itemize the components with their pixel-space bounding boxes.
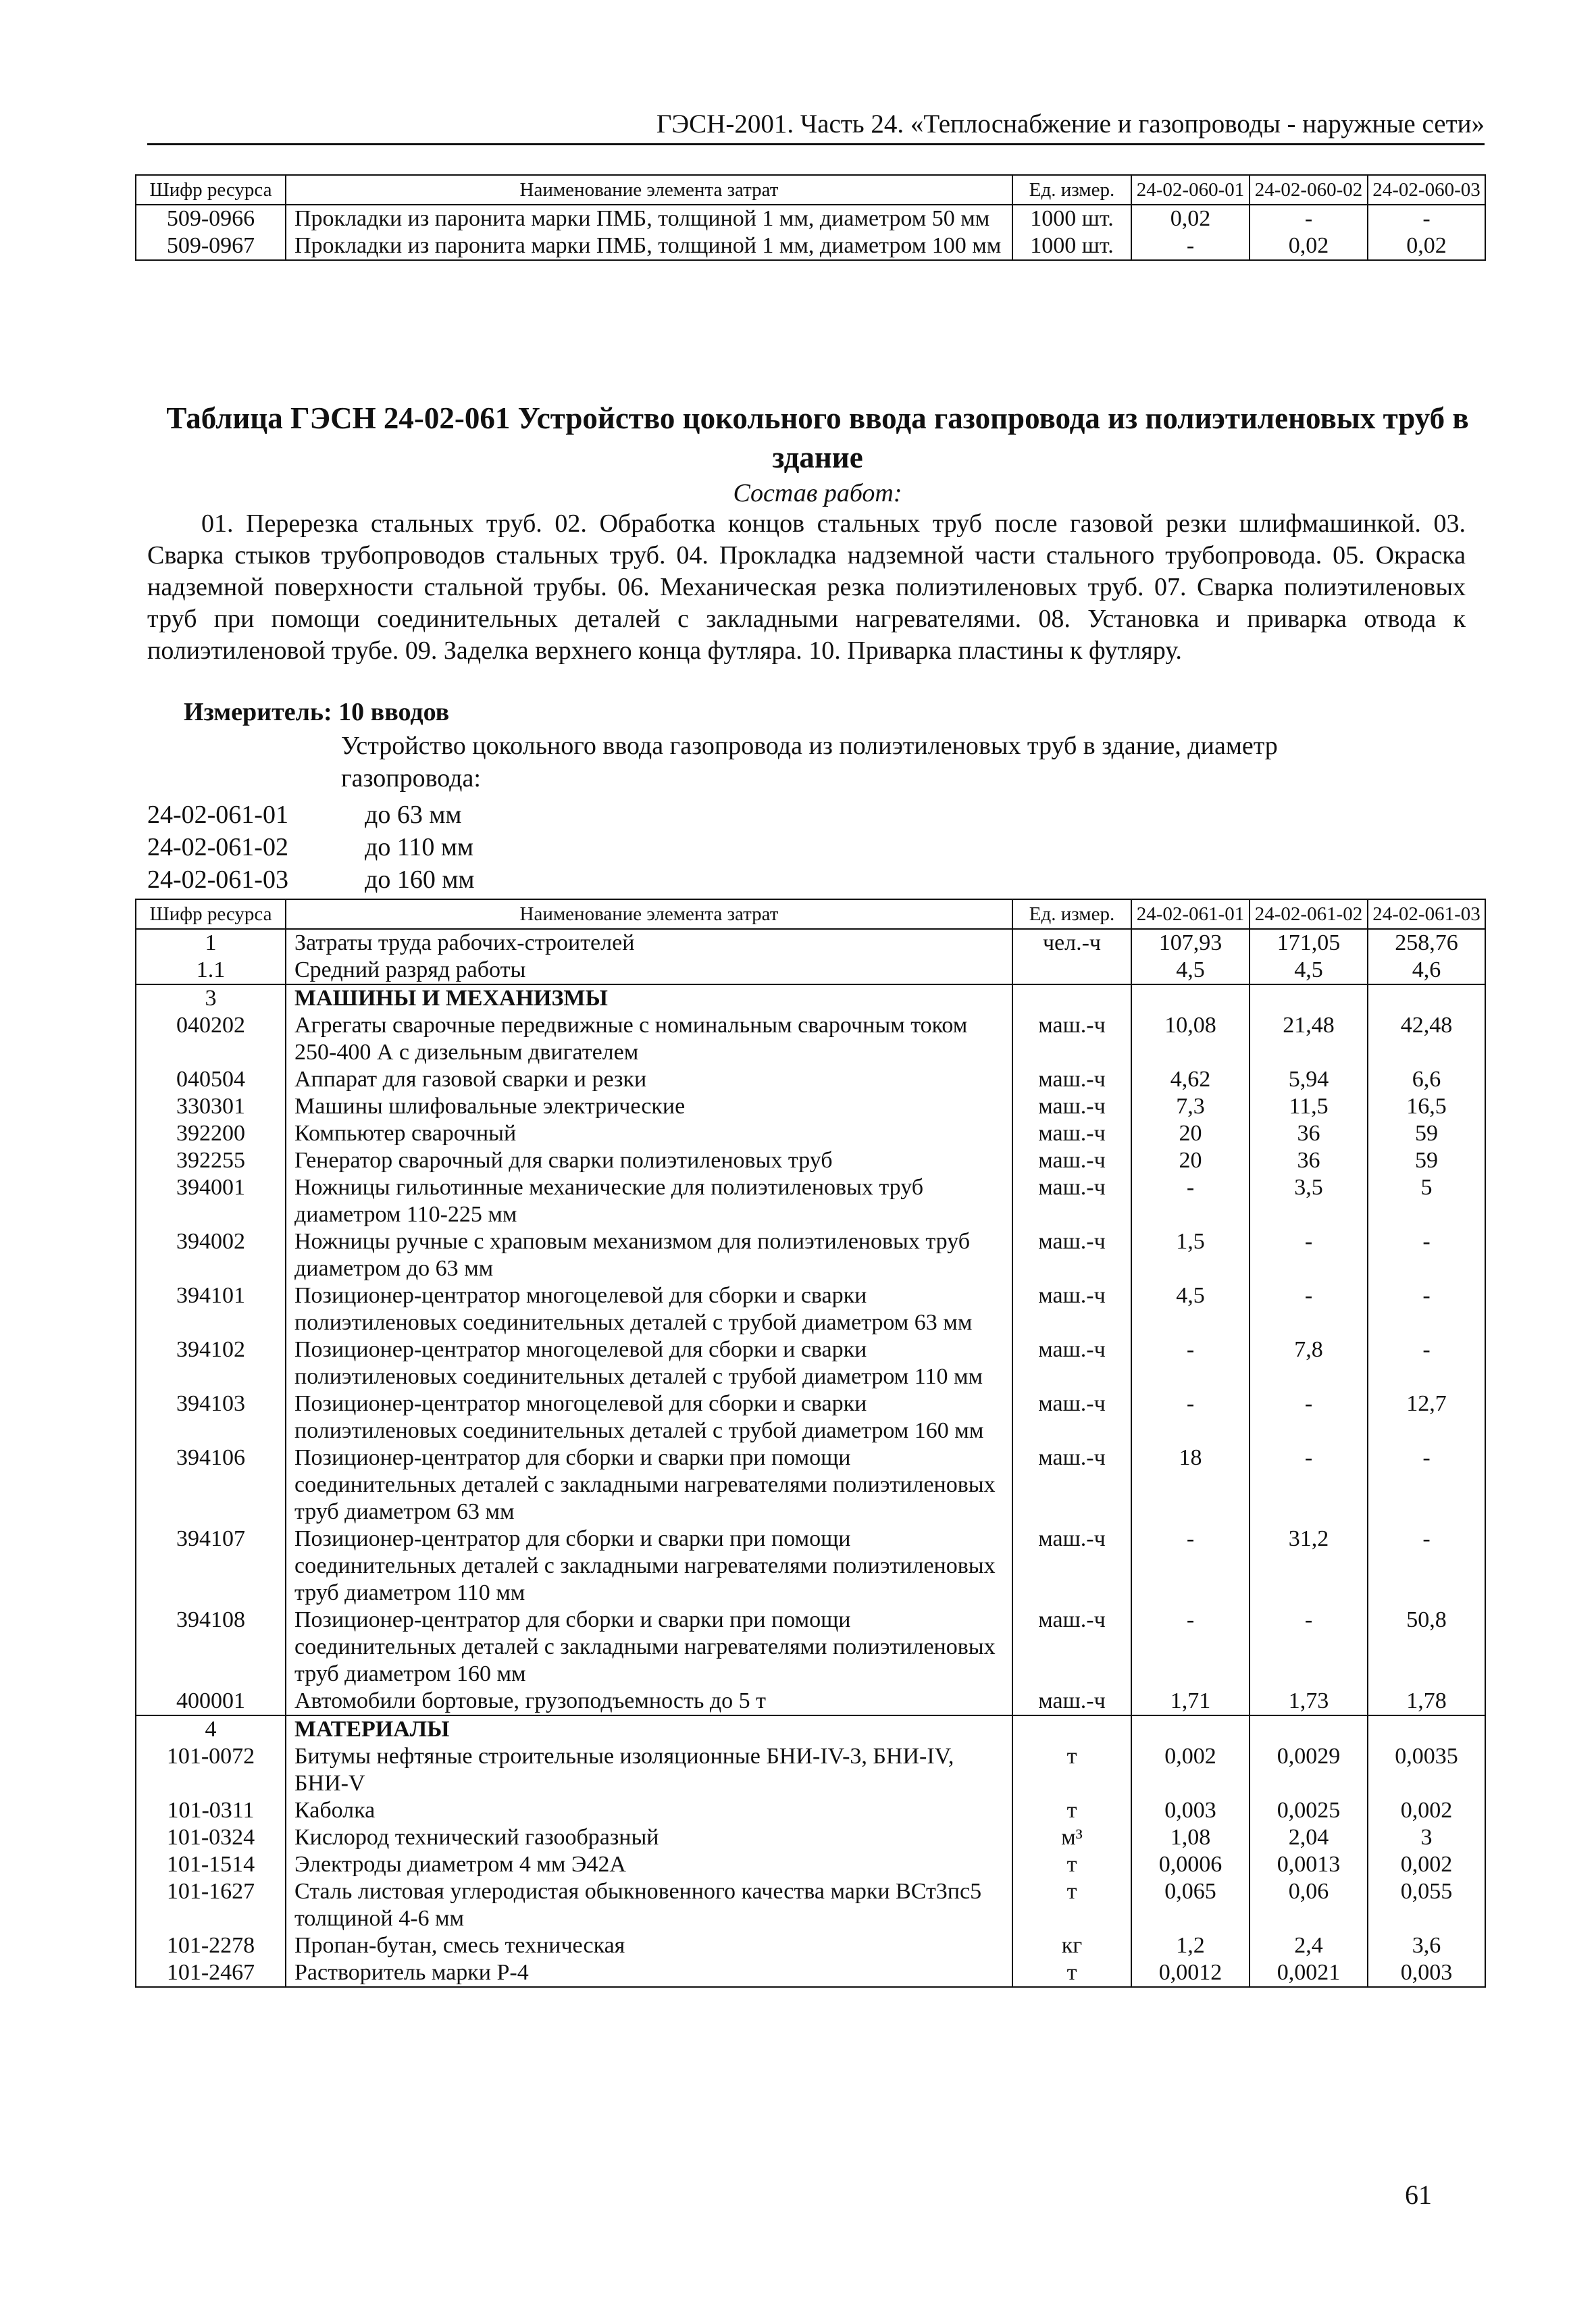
cell-value: 10,08 — [1131, 1012, 1250, 1066]
table-row — [136, 1824, 1485, 1851]
cell-unit: т — [1012, 1878, 1131, 1932]
cell-code: 101-2467 — [136, 1959, 286, 1987]
cell-value: 1,71 — [1131, 1688, 1250, 1715]
table-row — [136, 1688, 1485, 1715]
cell-value: 0,02 — [1250, 232, 1368, 260]
cell-value: - — [1368, 1282, 1485, 1336]
cell-code: 394102 — [136, 1336, 286, 1390]
cell-value: - — [1131, 1526, 1250, 1607]
header-name: Наименование элемента затрат — [286, 175, 1012, 205]
cell-unit: маш.-ч — [1012, 1526, 1131, 1607]
table-row — [136, 1743, 1485, 1797]
cell-value: 0,002 — [1368, 1851, 1485, 1878]
header-variant-2: 24-02-060-02 — [1250, 175, 1368, 205]
page-number: 61 — [1405, 2180, 1432, 2210]
cell-value: 31,2 — [1250, 1526, 1368, 1607]
header-variant-1: 24-02-060-01 — [1131, 175, 1250, 205]
cell-value: - — [1250, 1607, 1368, 1688]
cell-value: 4,5 — [1131, 957, 1250, 984]
table-row — [136, 1282, 1485, 1336]
variant-label: до 160 мм — [365, 865, 475, 894]
work-composition-text: 01. Перерезка стальных труб. 02. Обработка концов стальных труб после газовой резки шлифмашинкой. 03. Сварка стыков трубопроводов стальных труб. 04. Прокладка надземной части стального трубопровода. 05. Окраска надземной поверхности стальной трубы. 06. Механическая резка полиэтиленовых труб. 07. Сварка полиэтиленовых труб при помощи соединительных деталей с закладными нагревателями. 08. Установка и приварка отвода к полиэтиленовой трубе. 09. Заделка верхнего конца футляра. 10. Приварка пластины к футляру. — [147, 509, 1466, 665]
cell-value: - — [1250, 1228, 1368, 1282]
cell-value: 42,48 — [1368, 1012, 1485, 1066]
cell-value: 0,003 — [1368, 1959, 1485, 1987]
cell-value: 0,065 — [1131, 1878, 1250, 1932]
table-row — [136, 1607, 1485, 1688]
table-row — [136, 1797, 1485, 1824]
header-name: Наименование элемента затрат — [286, 899, 1012, 929]
cell-unit: маш.-ч — [1012, 1688, 1131, 1715]
cell-code: 394101 — [136, 1282, 286, 1336]
cell-name: Агрегаты сварочные передвижные с номинальным сварочным током 250-400 А с дизельным двигателем — [286, 1012, 1012, 1066]
cell-unit: чел.-ч — [1012, 929, 1131, 957]
table-row — [136, 1959, 1485, 1987]
cell-value: 11,5 — [1250, 1093, 1368, 1120]
cell-unit: маш.-ч — [1012, 1390, 1131, 1444]
cell-value — [1368, 1715, 1485, 1743]
cell-code: 1 — [136, 929, 286, 957]
cell-name: Автомобили бортовые, грузоподъемность до 5 т — [286, 1688, 1012, 1715]
cell-unit: маш.-ч — [1012, 1147, 1131, 1174]
header-variant-2: 24-02-061-02 — [1250, 899, 1368, 929]
variant-description: Устройство цокольного ввода газопровода из полиэтиленовых труб в здание, диаметр газопровода: — [341, 732, 1278, 793]
cell-name: Аппарат для газовой сварки и резки — [286, 1066, 1012, 1093]
cell-value: 0,06 — [1250, 1878, 1368, 1932]
cell-value: 59 — [1368, 1120, 1485, 1147]
cell-value: 0,0006 — [1131, 1851, 1250, 1878]
variant-item — [147, 863, 755, 896]
cell-value: 0,0025 — [1250, 1797, 1368, 1824]
cell-name: Электроды диаметром 4 мм Э42А — [286, 1851, 1012, 1878]
cell-unit: т — [1012, 1959, 1131, 1987]
table-row — [136, 1012, 1485, 1066]
cell-value — [1368, 984, 1485, 1012]
cell-name: Прокладки из паронита марки ПМБ, толщиной 1 мм, диаметром 50 мм — [286, 205, 1012, 232]
cell-name: Затраты труда рабочих-строителей — [286, 929, 1012, 957]
cell-unit: маш.-ч — [1012, 1444, 1131, 1526]
cell-unit: т — [1012, 1743, 1131, 1797]
cell-code: 101-2278 — [136, 1932, 286, 1959]
cell-value: 16,5 — [1368, 1093, 1485, 1120]
table-row — [136, 1066, 1485, 1093]
variant-code: 24-02-061-01 — [147, 801, 288, 829]
cell-value: - — [1368, 1444, 1485, 1526]
cell-value: 0,0021 — [1250, 1959, 1368, 1987]
cell-value: 0,002 — [1131, 1743, 1250, 1797]
cell-value: 0,0035 — [1368, 1743, 1485, 1797]
cell-code: 392255 — [136, 1147, 286, 1174]
cell-unit: маш.-ч — [1012, 1174, 1131, 1228]
cell-name: Позиционер-центратор многоцелевой для сборки и сварки полиэтиленовых соединительных деталей с трубой диаметром 110 мм — [286, 1336, 1012, 1390]
cell-unit — [1012, 957, 1131, 984]
cell-name: Каболка — [286, 1797, 1012, 1824]
cell-unit: маш.-ч — [1012, 1228, 1131, 1282]
table-row — [136, 1715, 1485, 1743]
cell-value: - — [1131, 1607, 1250, 1688]
meter — [184, 696, 449, 728]
cell-code: 394107 — [136, 1526, 286, 1607]
cell-name: Растворитель марки Р-4 — [286, 1959, 1012, 1987]
table-row — [136, 1444, 1485, 1526]
variant-label: до 63 мм — [365, 801, 462, 829]
cell-code: 101-1627 — [136, 1878, 286, 1932]
table-row — [136, 1851, 1485, 1878]
cell-code: 101-0311 — [136, 1797, 286, 1824]
header-variant-1: 24-02-061-01 — [1131, 899, 1250, 929]
variant-item — [147, 831, 755, 863]
cell-value: 2,4 — [1250, 1932, 1368, 1959]
header-code: Шифр ресурса — [136, 175, 286, 205]
cell-name: Ножницы гильотинные механические для полиэтиленовых труб диаметром 110-225 мм — [286, 1174, 1012, 1228]
cell-unit — [1012, 1715, 1131, 1743]
cell-code: 509-0967 — [136, 232, 286, 260]
cell-value: 1,08 — [1131, 1824, 1250, 1851]
cell-unit: маш.-ч — [1012, 1120, 1131, 1147]
cell-unit: маш.-ч — [1012, 1336, 1131, 1390]
meter-label: Измеритель: — [184, 698, 332, 726]
cell-value: - — [1368, 1526, 1485, 1607]
variant-item — [147, 799, 755, 831]
cell-value — [1250, 984, 1368, 1012]
cell-value: - — [1131, 232, 1250, 260]
cell-name: МАШИНЫ И МЕХАНИЗМЫ — [286, 984, 1012, 1012]
cell-value: 12,7 — [1368, 1390, 1485, 1444]
cell-unit: т — [1012, 1851, 1131, 1878]
cell-value: 1,78 — [1368, 1688, 1485, 1715]
cell-value: 0,003 — [1131, 1797, 1250, 1824]
cell-code: 3 — [136, 984, 286, 1012]
cell-value: 20 — [1131, 1120, 1250, 1147]
cell-value: 0,0013 — [1250, 1851, 1368, 1878]
cell-value — [1131, 1715, 1250, 1743]
cell-value: - — [1368, 1228, 1485, 1282]
cell-value: - — [1131, 1390, 1250, 1444]
table-row — [136, 1932, 1485, 1959]
cell-name: Ножницы ручные с храповым механизмом для полиэтиленовых труб диаметром до 63 мм — [286, 1228, 1012, 1282]
cell-unit: 1000 шт. — [1012, 205, 1131, 232]
cell-value: - — [1368, 205, 1485, 232]
header-variant-3: 24-02-060-03 — [1368, 175, 1485, 205]
cell-unit: кг — [1012, 1932, 1131, 1959]
cell-value: 59 — [1368, 1147, 1485, 1174]
cell-unit: маш.-ч — [1012, 1607, 1131, 1688]
variant-code: 24-02-061-03 — [147, 865, 288, 894]
cell-value: 0,02 — [1131, 205, 1250, 232]
table-row — [136, 984, 1485, 1012]
work-composition-heading: Состав работ: — [733, 479, 902, 507]
table-row — [136, 1390, 1485, 1444]
cell-value: 36 — [1250, 1147, 1368, 1174]
page-header: ГЭСН-2001. Часть 24. «Теплоснабжение и газопроводы - наружные сети» — [147, 108, 1485, 145]
header-unit: Ед. измер. — [1012, 175, 1131, 205]
cell-value: 21,48 — [1250, 1012, 1368, 1066]
cell-value: 4,62 — [1131, 1066, 1250, 1093]
cell-value: 0,02 — [1368, 232, 1485, 260]
cell-value: 1,2 — [1131, 1932, 1250, 1959]
cell-value: 0,002 — [1368, 1797, 1485, 1824]
cell-code: 394106 — [136, 1444, 286, 1526]
variant-label: до 110 мм — [365, 833, 474, 861]
cell-code: 509-0966 — [136, 205, 286, 232]
cell-value: - — [1250, 1390, 1368, 1444]
cell-value: 36 — [1250, 1120, 1368, 1147]
cell-value: - — [1250, 205, 1368, 232]
cell-name: Пропан-бутан, смесь техническая — [286, 1932, 1012, 1959]
cell-value: 258,76 — [1368, 929, 1485, 957]
cell-value: 4,6 — [1368, 957, 1485, 984]
cell-code: 1.1 — [136, 957, 286, 984]
resource-table-061 — [135, 899, 1486, 1988]
cell-value: - — [1368, 1336, 1485, 1390]
table-row — [136, 1526, 1485, 1607]
table-row — [136, 232, 1485, 260]
cell-name: Позиционер-центратор для сборки и сварки при помощи соединительных деталей с закладными нагревателями полиэтиленовых труб диаметром 160 мм — [286, 1607, 1012, 1688]
cell-name: МАТЕРИАЛЫ — [286, 1715, 1012, 1743]
cell-value: - — [1131, 1336, 1250, 1390]
cell-name: Прокладки из паронита марки ПМБ, толщиной 1 мм, диаметром 100 мм — [286, 232, 1012, 260]
cell-value: - — [1131, 1174, 1250, 1228]
cell-value — [1131, 984, 1250, 1012]
cell-code: 330301 — [136, 1093, 286, 1120]
table-row — [136, 1120, 1485, 1147]
cell-value — [1250, 1715, 1368, 1743]
cell-value: 1,73 — [1250, 1688, 1368, 1715]
cell-code: 394103 — [136, 1390, 286, 1444]
cell-value: 20 — [1131, 1147, 1250, 1174]
cell-value: 3,6 — [1368, 1932, 1485, 1959]
cell-unit: маш.-ч — [1012, 1012, 1131, 1066]
table-row — [136, 1878, 1485, 1932]
cell-value: 5,94 — [1250, 1066, 1368, 1093]
cell-code: 101-0072 — [136, 1743, 286, 1797]
resource-table-060 — [135, 174, 1486, 261]
cell-value: 3 — [1368, 1824, 1485, 1851]
cell-value: 7,8 — [1250, 1336, 1368, 1390]
header-unit: Ед. измер. — [1012, 899, 1131, 929]
cell-unit: маш.-ч — [1012, 1066, 1131, 1093]
cell-unit: 1000 шт. — [1012, 232, 1131, 260]
table-row — [136, 957, 1485, 984]
cell-value: 0,055 — [1368, 1878, 1485, 1932]
table-row — [136, 1093, 1485, 1120]
table-row — [136, 1336, 1485, 1390]
cell-name: Средний разряд работы — [286, 957, 1012, 984]
meter-value: 10 вводов — [338, 698, 450, 726]
cell-value: 1,5 — [1131, 1228, 1250, 1282]
cell-value: 5 — [1368, 1174, 1485, 1228]
cell-value: 50,8 — [1368, 1607, 1485, 1688]
table-title: Таблица ГЭСН 24-02-061 Устройство цокольного ввода газопровода из полиэтиленовых труб в здание — [166, 401, 1469, 474]
cell-unit: т — [1012, 1797, 1131, 1824]
cell-name: Позиционер-центратор для сборки и сварки при помощи соединительных деталей с закладными нагревателями полиэтиленовых труб диаметром 110 мм — [286, 1526, 1012, 1607]
header-variant-3: 24-02-061-03 — [1368, 899, 1485, 929]
cell-name: Машины шлифовальные электрические — [286, 1093, 1012, 1120]
cell-value: 171,05 — [1250, 929, 1368, 957]
cell-value: 0,0012 — [1131, 1959, 1250, 1987]
cell-code: 394108 — [136, 1607, 286, 1688]
cell-code: 040202 — [136, 1012, 286, 1066]
cell-code: 101-0324 — [136, 1824, 286, 1851]
cell-value: 18 — [1131, 1444, 1250, 1526]
cell-value: - — [1250, 1444, 1368, 1526]
cell-value: 7,3 — [1131, 1093, 1250, 1120]
table-row — [136, 929, 1485, 957]
cell-value: 4,5 — [1250, 957, 1368, 984]
cell-code: 394001 — [136, 1174, 286, 1228]
cell-code: 4 — [136, 1715, 286, 1743]
cell-name: Позиционер-центратор многоцелевой для сборки и сварки полиэтиленовых соединительных деталей с трубой диаметром 63 мм — [286, 1282, 1012, 1336]
table-row — [136, 1147, 1485, 1174]
cell-name: Кислород технический газообразный — [286, 1824, 1012, 1851]
cell-value: - — [1250, 1282, 1368, 1336]
cell-value: 107,93 — [1131, 929, 1250, 957]
cell-code: 040504 — [136, 1066, 286, 1093]
cell-name: Позиционер-центратор для сборки и сварки при помощи соединительных деталей с закладными нагревателями полиэтиленовых труб диаметром 63 мм — [286, 1444, 1012, 1526]
cell-code: 392200 — [136, 1120, 286, 1147]
cell-unit: м³ — [1012, 1824, 1131, 1851]
cell-value: 0,0029 — [1250, 1743, 1368, 1797]
table-row — [136, 1228, 1485, 1282]
cell-name: Генератор сварочный для сварки полиэтиленовых труб — [286, 1147, 1012, 1174]
cell-code: 400001 — [136, 1688, 286, 1715]
variant-code: 24-02-061-02 — [147, 833, 288, 861]
cell-value: 2,04 — [1250, 1824, 1368, 1851]
cell-code: 101-1514 — [136, 1851, 286, 1878]
table-row — [136, 1174, 1485, 1228]
header-code: Шифр ресурса — [136, 899, 286, 929]
cell-name: Позиционер-центратор многоцелевой для сборки и сварки полиэтиленовых соединительных деталей с трубой диаметром 160 мм — [286, 1390, 1012, 1444]
cell-code: 394002 — [136, 1228, 286, 1282]
cell-value: 3,5 — [1250, 1174, 1368, 1228]
cell-unit — [1012, 984, 1131, 1012]
cell-unit: маш.-ч — [1012, 1282, 1131, 1336]
cell-name: Битумы нефтяные строительные изоляционные БНИ-IV-3, БНИ-IV, БНИ-V — [286, 1743, 1012, 1797]
cell-unit: маш.-ч — [1012, 1093, 1131, 1120]
cell-value: 4,5 — [1131, 1282, 1250, 1336]
cell-name: Сталь листовая углеродистая обыкновенного качества марки ВСт3пс5 толщиной 4-6 мм — [286, 1878, 1012, 1932]
table-row — [136, 205, 1485, 232]
cell-name: Компьютер сварочный — [286, 1120, 1012, 1147]
cell-value: 6,6 — [1368, 1066, 1485, 1093]
